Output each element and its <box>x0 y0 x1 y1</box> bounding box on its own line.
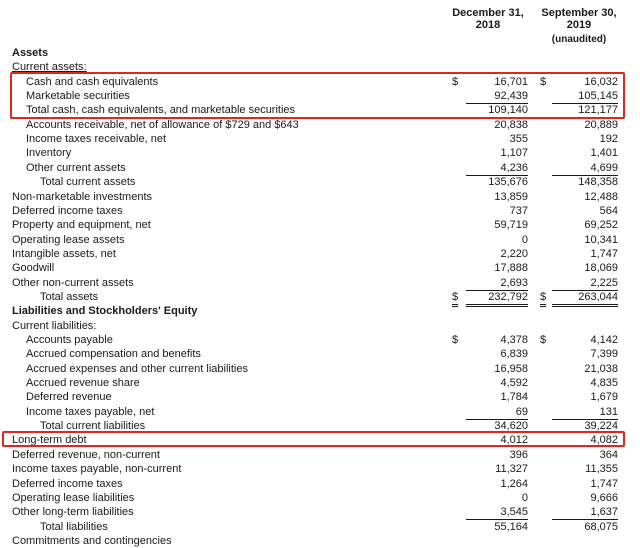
value-cell: 263,044 <box>552 290 618 307</box>
table-row <box>0 261 640 275</box>
value-cell: 18,069 <box>584 262 618 275</box>
row-label: Property and equipment, net <box>12 219 151 232</box>
value-cell: 17,888 <box>494 262 528 275</box>
value-cell: 4,378 <box>500 334 528 346</box>
column-header-2018: December 31, 2018 <box>452 7 524 31</box>
row-label: Current liabilities: <box>12 319 97 332</box>
value-cell: 7,399 <box>590 348 618 361</box>
table-row <box>0 491 640 505</box>
value-cell: 1,747 <box>590 477 618 490</box>
currency-symbol: $ <box>452 75 459 88</box>
value-cell: 12,488 <box>584 190 618 203</box>
value-cell: 1,679 <box>590 391 618 404</box>
value-cell: 3,545 <box>466 505 528 520</box>
value-cell: 11,327 <box>495 463 528 476</box>
table-row <box>0 477 640 491</box>
row-label: Marketable securities <box>26 90 130 103</box>
row-label: Inventory <box>26 147 72 160</box>
value-cell: 131 <box>552 405 618 420</box>
row-label: Intangible assets, net <box>12 247 116 260</box>
table-row <box>0 204 640 218</box>
value-cell: 4,082 <box>590 434 618 447</box>
value-cell: 1,747 <box>590 247 618 260</box>
highlight-box-long-term-debt <box>2 431 625 447</box>
value-cell: 4,142 <box>590 334 618 346</box>
currency-symbol: $ <box>540 75 547 88</box>
column-header-2019: September 30, 2019 <box>541 7 617 31</box>
value-cell: 1,637 <box>552 505 618 520</box>
row-label: Goodwill <box>12 262 55 275</box>
table-row <box>0 462 640 476</box>
value-cell: 105,145 <box>552 89 618 104</box>
value-cell: 16,032 <box>584 75 618 88</box>
value-cell: 2,225 <box>552 276 618 291</box>
row-label: Total current assets <box>40 176 136 189</box>
value-cell: 4,592 <box>500 377 528 390</box>
row-label: Deferred income taxes <box>12 477 123 490</box>
value-cell: 16,958 <box>494 362 528 375</box>
table-row <box>0 218 640 232</box>
value-cell: 4,012 <box>500 434 528 447</box>
table-row <box>0 146 640 160</box>
value-cell: 0 <box>521 233 528 246</box>
currency-symbol: $ <box>540 290 546 307</box>
table-row <box>0 247 640 261</box>
row-label: Liabilities and Stockholders' Equity <box>12 305 198 318</box>
table-row <box>0 333 640 347</box>
row-label: Deferred income taxes <box>12 204 123 217</box>
value-cell: 4,236 <box>466 161 528 176</box>
row-label: Total assets <box>40 290 99 303</box>
row-label: Commitments and contingencies <box>12 534 172 547</box>
value-cell: 192 <box>599 133 618 146</box>
table-row <box>0 534 640 548</box>
value-cell: 1,264 <box>500 477 528 490</box>
currency-symbol: $ <box>452 290 458 307</box>
unaudited-label: (unaudited) <box>551 34 607 45</box>
value-cell: 148,358 <box>578 176 618 189</box>
value-cell: 59,719 <box>494 219 528 232</box>
row-label: Income taxes payable, non-current <box>12 463 182 476</box>
table-row <box>0 161 640 175</box>
value-cell: 2,220 <box>500 247 528 260</box>
currency-symbol: $ <box>540 334 547 346</box>
row-label: Deferred revenue <box>26 391 112 404</box>
table-row <box>0 319 640 333</box>
row-label: Other long-term liabilities <box>12 506 134 519</box>
value-cell: 0 <box>521 491 528 504</box>
table-row <box>0 175 640 189</box>
table-row <box>0 290 640 304</box>
row-label: Total current liabilities <box>40 420 146 433</box>
row-label: Accounts receivable, net of allowance of $729 and $643 <box>26 118 299 131</box>
row-label: Assets <box>12 47 49 59</box>
table-row <box>0 362 640 376</box>
table-row <box>0 448 640 462</box>
value-cell: 4,699 <box>552 161 618 176</box>
table-row <box>0 233 640 247</box>
table-row <box>0 132 640 146</box>
table-row <box>0 505 640 519</box>
table-row <box>0 118 640 132</box>
value-cell: 21,038 <box>584 362 618 375</box>
value-cell: 355 <box>509 133 528 146</box>
value-cell: 20,889 <box>584 118 618 131</box>
value-cell: 232,792 <box>466 290 528 307</box>
value-cell: 6,839 <box>500 348 528 361</box>
row-label: Accounts payable <box>26 334 113 346</box>
value-cell: 135,676 <box>488 176 528 189</box>
row-label: Total liabilities <box>40 520 108 533</box>
highlight-box-cash <box>10 72 625 119</box>
row-label: Accrued expenses and other current liabilities <box>26 362 248 375</box>
value-cell: 34,620 <box>494 420 528 433</box>
row-label: Other non-current assets <box>12 276 134 289</box>
value-cell: 1,784 <box>500 391 528 404</box>
value-cell: 13,859 <box>494 190 528 203</box>
value-cell: 564 <box>599 204 618 217</box>
table-row <box>0 347 640 361</box>
value-cell: 20,838 <box>494 118 528 131</box>
row-label: Other current assets <box>26 161 126 174</box>
row-label: Total cash, cash equivalents, and marketable securities <box>26 104 296 117</box>
value-cell: 9,666 <box>590 491 618 504</box>
row-label: Accrued revenue share <box>26 377 140 390</box>
row-label: Operating lease liabilities <box>12 491 135 504</box>
row-label: Current assets: <box>12 61 87 74</box>
table-row <box>0 276 640 290</box>
row-label: Non-marketable investments <box>12 190 153 203</box>
value-cell: 121,177 <box>578 104 618 117</box>
value-cell: 69 <box>466 405 528 420</box>
row-label: Long-term debt <box>12 434 87 447</box>
value-cell: 68,075 <box>584 520 618 533</box>
table-row <box>0 520 640 534</box>
table-row <box>0 376 640 390</box>
value-cell: 55,164 <box>494 520 528 533</box>
table-row <box>0 304 640 318</box>
row-label: Accrued compensation and benefits <box>26 348 201 361</box>
value-cell: 92,439 <box>466 89 528 104</box>
table-row <box>0 405 640 419</box>
row-label: Deferred revenue, non-current <box>12 448 160 461</box>
value-cell: 1,401 <box>590 147 618 160</box>
value-cell: 364 <box>599 448 618 461</box>
row-label: Income taxes receivable, net <box>26 133 167 146</box>
value-cell: 737 <box>509 204 528 217</box>
value-cell: 11,355 <box>585 463 618 476</box>
row-label: Income taxes payable, net <box>26 405 155 418</box>
value-cell: 109,140 <box>488 104 528 117</box>
table-row <box>0 46 640 60</box>
value-cell: 1,107 <box>500 147 528 160</box>
table-row <box>0 390 640 404</box>
value-cell: 2,693 <box>466 276 528 291</box>
value-cell: 4,835 <box>590 377 618 390</box>
table-row <box>0 190 640 204</box>
currency-symbol: $ <box>452 334 459 346</box>
value-cell: 39,224 <box>584 420 618 433</box>
value-cell: 396 <box>509 448 528 461</box>
value-cell: 69,252 <box>584 219 618 232</box>
row-label: Cash and cash equivalents <box>26 75 159 88</box>
value-cell: 16,701 <box>494 75 528 88</box>
value-cell: 10,341 <box>584 233 618 246</box>
row-label: Operating lease assets <box>12 233 125 246</box>
